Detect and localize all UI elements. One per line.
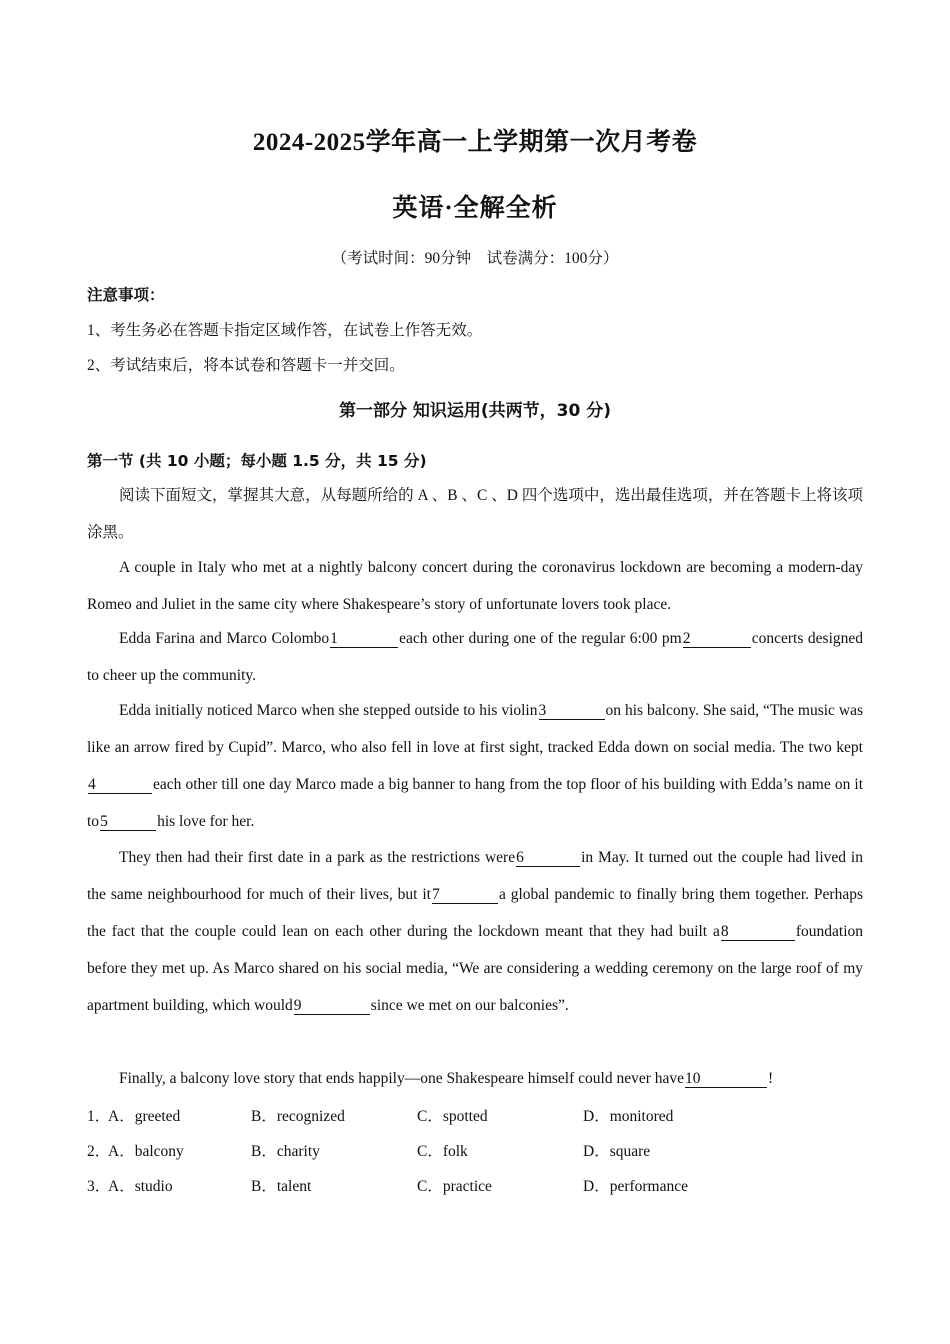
passage-text: Edda initially noticed Marco when she stepped outside to his violin	[119, 702, 538, 719]
notice-heading: 注意事项：	[87, 287, 165, 304]
exam-subtitle: 英语·全解全析	[392, 195, 558, 222]
exam-info: （考试时间：90分钟 试卷满分：100分）	[331, 250, 619, 267]
question-2-option-b: B．charity	[251, 1143, 320, 1160]
question-1-option-c: C．spotted	[417, 1108, 488, 1125]
question-3-option-b: B．talent	[251, 1178, 312, 1195]
exam-title: 2024-2025学年高一上学期第一次月考卷	[252, 129, 698, 156]
passage-paragraph-1: A couple in Italy who met at a nightly balcony concert during the coronavirus lockdown are becoming a modern-day Romeo and Juliet in the same city where Shakespeare’s story of unfortunate lovers took place.	[87, 559, 863, 613]
passage-text: a global pandemic to finally bring them together. Perhaps the fact that the couple could lean on each other during the lockdown meant that they had built a	[87, 886, 863, 940]
passage-text: each other till one day Marco made a big banner to hang from the top floor of his building with Edda’s name on it to	[87, 776, 863, 830]
question-2-option-d: D．square	[583, 1143, 651, 1160]
notice-item: 1、考生务必在答题卡指定区域作答，在试卷上作答无效。	[87, 322, 483, 339]
question-2-option-c: C．folk	[417, 1143, 468, 1160]
passage-paragraph-3	[87, 692, 863, 840]
blank-10: 10	[685, 1070, 767, 1088]
blank-9: 9	[294, 997, 370, 1015]
question-3-option-d: D．performance	[583, 1178, 689, 1195]
question-3-option-c: C．practice	[417, 1178, 492, 1195]
blank-4: 4	[88, 776, 152, 794]
blank-1: 1	[330, 630, 398, 648]
blank-5: 5	[100, 813, 156, 831]
passage-paragraph-2	[87, 620, 863, 694]
question-3-option-a: A．studio	[108, 1178, 173, 1195]
passage-paragraph-5	[87, 1060, 863, 1097]
question-2-number: 2．	[87, 1143, 111, 1160]
passage-text: foundation before they met up. As Marco shared on his social media, “We are considering a wedding ceremony on the large roof of my apartment building, which would	[87, 923, 863, 1014]
part-title: 第一部分 知识运用(共两节，30 分)	[338, 401, 612, 421]
notice-item: 2、考试结束后，将本试卷和答题卡一并交回。	[87, 357, 405, 374]
passage-text: concerts designed to cheer up the community.	[87, 630, 863, 684]
passage-text: since we met on our balconies”.	[370, 997, 569, 1014]
question-2-option-a: A．balcony	[108, 1143, 184, 1160]
blank-6: 6	[516, 849, 580, 867]
question-1-option-a: A．greeted	[108, 1108, 181, 1125]
passage-paragraph-4	[87, 839, 863, 1024]
blank-2: 2	[683, 630, 751, 648]
blank-3: 3	[539, 702, 605, 720]
blank-8: 8	[721, 923, 795, 941]
passage-text: in May. It turned out the couple had lived in the same neighbourhood for much of their lives, but it	[87, 849, 863, 903]
question-1-option-b: B．recognized	[251, 1108, 345, 1125]
blank-7: 7	[432, 886, 498, 904]
passage-text: They then had their first date in a park as the restrictions were	[119, 849, 516, 866]
instruction-text: 阅读下面短文，掌握其大意，从每题所给的 A 、B 、C 、D 四个选项中，选出最佳选项，并在答题卡上将该项涂黑。	[87, 487, 863, 541]
passage-text: each other during one of the regular 6:00 pm	[399, 630, 682, 647]
passage-text: on his balcony. She said, “The music was like an arrow fired by Cupid”. Marco, who also fell in love at first sight, tracked Edda down on social media. The two kept	[87, 702, 863, 756]
question-1-number: 1．	[87, 1108, 111, 1125]
passage-text: !	[768, 1070, 774, 1087]
question-1-option-d: D．monitored	[583, 1108, 674, 1125]
passage-text: his love for her.	[157, 813, 255, 830]
passage-text: Edda Farina and Marco Colombo	[119, 630, 330, 647]
passage-text: Finally, a balcony love story that ends happily—one Shakespeare himself could never have	[119, 1070, 685, 1087]
question-3-number: 3．	[87, 1178, 111, 1195]
section-title: 第一节 (共 10 小题；每小题 1.5 分，共 15 分)	[87, 452, 427, 470]
